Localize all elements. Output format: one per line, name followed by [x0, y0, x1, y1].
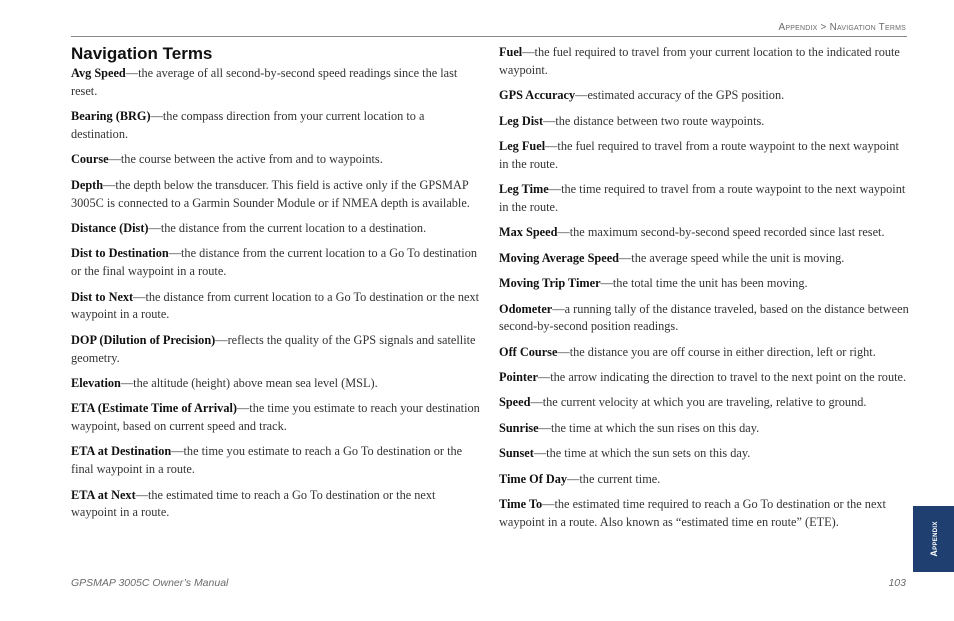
term-name: Dist to Destination: [71, 246, 169, 261]
breadcrumb-page: Navigation Terms: [829, 22, 906, 33]
term-definition: —the course between the active from and to waypoints.: [108, 152, 383, 167]
term-entry: [499, 344, 909, 362]
term-name: Odometer: [499, 301, 553, 316]
term-name: Leg Dist: [499, 113, 544, 128]
header-rule: [71, 36, 907, 37]
term-entry: [499, 181, 909, 217]
term-entry: [499, 224, 909, 242]
term-name: Moving Trip Timer: [499, 276, 601, 291]
term-entry: [71, 375, 483, 393]
term-name: ETA at Destination: [71, 444, 172, 459]
term-name: Moving Average Speed: [499, 250, 619, 265]
breadcrumb-section: Appendix: [778, 22, 818, 33]
term-definition: —the fuel required to travel from your current location to the indicated route waypoint.: [499, 45, 900, 77]
term-entry: [499, 369, 909, 387]
term-entry: [71, 151, 483, 169]
term-entry: [499, 44, 909, 80]
term-entry: [499, 113, 909, 131]
term-name: ETA at Next: [71, 487, 136, 502]
term-name: Leg Time: [499, 182, 549, 197]
term-name: Sunset: [499, 446, 534, 461]
term-definition: —the depth below the transducer. This field is active only if the GPSMAP 3005C is connected to a Garmin Sounder Module or if NMEA depth is available.: [71, 177, 470, 210]
term-definition: —the time you estimate to reach your destination waypoint, based on current speed and track.: [71, 401, 480, 434]
term-definition: —the altitude (height) above mean sea level (MSL).: [120, 375, 378, 390]
term-definition: —the total time the unit has been moving.: [600, 276, 808, 291]
term-name: Leg Fuel: [499, 138, 546, 153]
term-definition: —the distance between two route waypoints.: [543, 113, 765, 128]
term-name: Fuel: [499, 45, 523, 59]
right-column: [499, 44, 909, 539]
term-definition: —the distance from the current location to a destination.: [148, 220, 427, 235]
term-definition: —estimated accuracy of the GPS position.: [575, 88, 785, 103]
term-entry: [499, 471, 909, 489]
term-definition: —the average speed while the unit is moving.: [619, 250, 845, 265]
term-entry: [71, 289, 483, 325]
term-definition: —the current time.: [567, 471, 661, 486]
term-entry: [499, 301, 909, 337]
term-definition: —the current velocity at which you are traveling, relative to ground.: [530, 395, 867, 410]
breadcrumb-separator: >: [820, 22, 827, 33]
term-definition: —the arrow indicating the direction to travel to the next point on the route.: [537, 370, 907, 385]
term-definition: —a running tally of the distance traveled, based on the distance between second-by-second position readings.: [499, 301, 909, 334]
term-entry: [499, 420, 909, 438]
term-name: DOP (Dilution of Precision): [71, 332, 216, 347]
term-entry: [499, 496, 909, 532]
term-definition: —reflects the quality of the GPS signals and satellite geometry.: [71, 332, 476, 365]
term-entry: [499, 87, 909, 105]
term-name: Time To: [499, 497, 543, 512]
term-entry: [71, 400, 483, 436]
term-entry: [71, 220, 483, 238]
term-name: Bearing (BRG): [71, 109, 151, 124]
term-definition: —the average of all second-by-second speed readings since the last reset.: [71, 66, 458, 98]
term-entry: [71, 332, 483, 368]
term-definition: —the compass direction from your current location to a destination.: [71, 109, 425, 141]
term-name: Time Of Day: [499, 471, 568, 486]
breadcrumb: [779, 22, 906, 33]
term-name: Max Speed: [499, 225, 558, 240]
term-name: Pointer: [499, 370, 538, 385]
term-entry: [499, 138, 909, 174]
term-name: Distance (Dist): [71, 220, 149, 235]
term-definition: —the time you estimate to reach a Go To destination or the final waypoint in a route.: [71, 444, 463, 477]
term-name: Avg Speed: [71, 66, 126, 80]
term-entry: [71, 177, 483, 213]
appendix-tab[interactable]: [913, 506, 954, 572]
footer-manual-title: GPSMAP 3005C Owner’s Manual: [71, 577, 229, 589]
term-definition: —the estimated time to reach a Go To destination or the next waypoint in a route.: [71, 487, 436, 520]
term-name: Course: [71, 152, 109, 167]
footer-page-number: 103: [888, 577, 906, 589]
term-entry: [499, 250, 909, 268]
term-name: ETA (Estimate Time of Arrival): [71, 401, 237, 416]
term-definition: —the fuel required to travel from a route waypoint to the next waypoint in the route.: [499, 138, 899, 171]
page-title: Navigation Terms: [71, 44, 213, 63]
term-name: GPS Accuracy: [499, 88, 576, 103]
term-entry: [499, 394, 909, 412]
term-name: Sunrise: [499, 420, 539, 435]
term-definition: —the distance from the current location to a Go To destination or the final waypoint in a route.: [71, 246, 478, 279]
term-entry: [71, 245, 483, 281]
term-definition: —the time required to travel from a route waypoint to the next waypoint in the route.: [499, 182, 906, 214]
term-definition: —the distance from current location to a Go To destination or the next waypoint in a route.: [71, 289, 480, 322]
term-definition: —the time at which the sun rises on this day.: [538, 420, 760, 435]
left-column: [71, 65, 483, 530]
term-definition: —the distance you are off course in either direction, left or right.: [557, 344, 876, 359]
term-name: Depth: [71, 177, 104, 192]
term-definition: —the time at which the sun sets on this day.: [533, 446, 751, 461]
term-entry: [71, 108, 483, 144]
term-entry: [71, 443, 483, 479]
term-definition: —the estimated time required to reach a Go To destination or the next waypoint in a route. Also known as “estimated time en route” (ETE).: [499, 497, 886, 529]
term-name: Dist to Next: [71, 289, 134, 304]
term-entry: [499, 445, 909, 463]
term-name: Off Course: [499, 344, 558, 359]
term-entry: [71, 487, 483, 523]
term-name: Elevation: [71, 375, 121, 390]
term-definition: —the maximum second-by-second speed recorded since last reset.: [557, 225, 885, 240]
appendix-tab-label: Appendix: [928, 521, 939, 557]
term-entry: [71, 65, 483, 101]
term-name: Speed: [499, 395, 531, 410]
term-entry: [499, 275, 909, 293]
